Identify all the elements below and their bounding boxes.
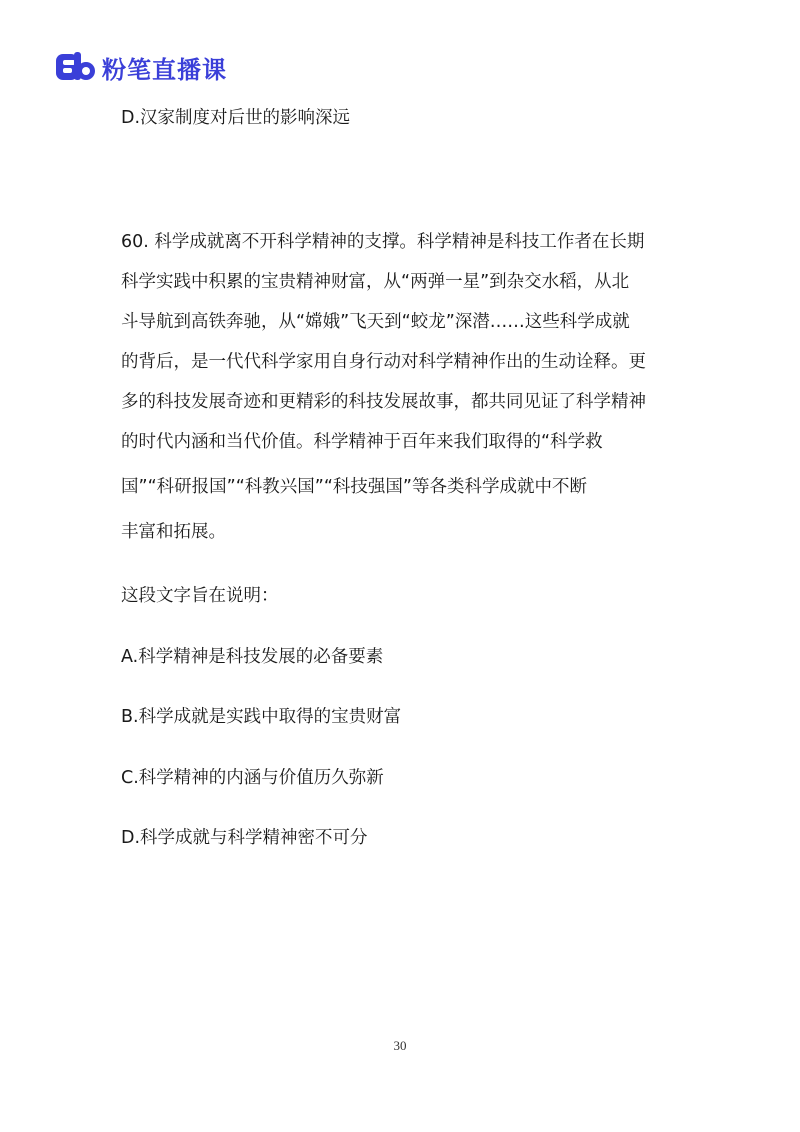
question-prompt: 这段文字旨在说明： xyxy=(121,586,279,606)
question-stem-line-4: 的背后，是一代代科学家用自身行动对科学精神作出的生动诠释。更 xyxy=(121,352,646,372)
question-stem-line-8: 丰富和拓展。 xyxy=(121,522,226,542)
question-number: 60. xyxy=(121,232,149,252)
page-number: 30 xyxy=(393,1038,407,1053)
question-stem-line-1: 60. 科学成就离不开科学精神的支撑。科学精神是科技工作者在长期 xyxy=(121,232,645,252)
option-b: B.科学成就是实践中取得的宝贵财富 xyxy=(121,707,402,727)
question-stem-line-3: 斗导航到高铁奔驰，从“嫦娥”飞天到“蛟龙”深潜……这些科学成就 xyxy=(121,312,630,332)
question-stem-line-2: 科学实践中积累的宝贵精神财富，从“两弹一星”到杂交水稻，从北 xyxy=(121,272,630,292)
question-stem-line-5: 多的科技发展奇迹和更精彩的科技发展故事，都共同见证了科学精神 xyxy=(121,392,646,412)
option-a: A.科学精神是科技发展的必备要素 xyxy=(121,647,384,667)
brand-name: 粉笔直播课 xyxy=(102,55,227,84)
brand-logo xyxy=(56,50,227,84)
option-c: C.科学精神的内涵与价值历久弥新 xyxy=(121,768,384,788)
question-stem-line-6: 的时代内涵和当代价值。科学精神于百年来我们取得的“科学救 xyxy=(121,432,603,452)
fb-logo-icon xyxy=(56,52,96,82)
question-stem-line-7: 国”“科研报国”“科教兴国”“科技强国”等各类科学成就中不断 xyxy=(121,477,587,497)
previous-option-d: D.汉家制度对后世的影响深远 xyxy=(121,108,351,128)
option-d: D.科学成就与科学精神密不可分 xyxy=(121,828,368,848)
